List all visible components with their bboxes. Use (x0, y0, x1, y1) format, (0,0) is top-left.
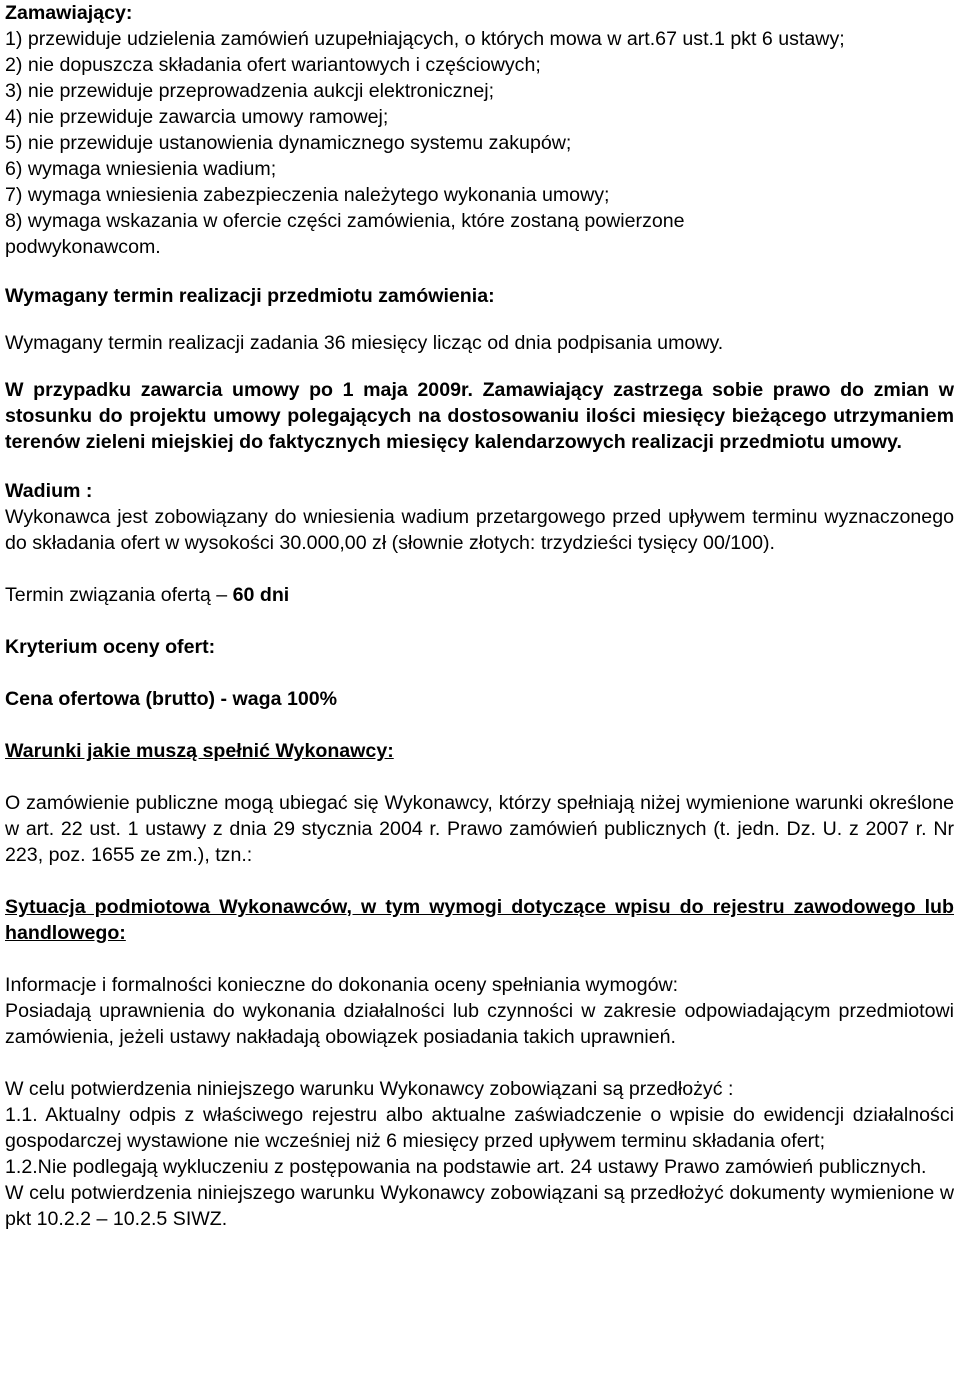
list-item: 2) nie dopuszcza składania ofert wariantowych i częściowych; (5, 54, 541, 76)
zamawiajacy-list (5, 26, 954, 260)
cel-potwierdzenia-2: W celu potwierdzenia niniejszego warunku Wykonawcy zobowiązani są przedłożyć dokumenty wymienione w pkt 10.2.2 – 10.2.5 SIWZ. (5, 1182, 954, 1230)
punkt-1-2: 1.2.Nie podlegają wykluczeniu z postępowania na podstawie art. 24 ustawy Prawo zamówień publicznych. (5, 1156, 927, 1178)
list-item: 4) nie przewiduje zawarcia umowy ramowej; (5, 106, 389, 128)
cel-potwierdzenia-1: W celu potwierdzenia niniejszego warunku Wykonawcy zobowiązani są przedłożyć : (5, 1078, 734, 1100)
termin-zwiazania (5, 582, 954, 608)
list-item: 3) nie przewiduje przeprowadzenia aukcji elektronicznej; (5, 80, 495, 102)
sytuacja-heading: Sytuacja podmiotowa Wykonawców, w tym wymogi dotyczące wpisu do rejestru zawodowego lub handlowego: (5, 896, 954, 944)
termin-note: W przypadku zawarcia umowy po 1 maja 2009r. Zamawiający zastrzega sobie prawo do zmian w stosunku do projektu umowy polegających na dostosowaniu ilości miesięcy bieżącego utrzymaniem terenów zieleni miejskiej do faktycznych miesięcy kalendarzowych realizacji przedmiotu umowy. (5, 379, 954, 453)
kryterium-heading: Kryterium oceny ofert: (5, 636, 216, 658)
punkt-1-1: 1.1. Aktualny odpis z właściwego rejestru albo aktualne zaświadczenie o wpisie do ewidencji działalności gospodarczej wystawione nie wcześniej niż 6 miesięcy przed upływem terminu składania ofert; (5, 1104, 954, 1152)
kryterium-value: Cena ofertowa (brutto) - waga 100% (5, 688, 338, 710)
zamawiajacy-heading: Zamawiający: (5, 2, 133, 24)
sytuacja-info: Informacje i formalności konieczne do dokonania oceny spełniania wymogów: (5, 974, 679, 996)
list-item: 8) wymaga wskazania w ofercie części zamówienia, które zostaną powierzone podwykonawcom. (5, 210, 685, 258)
list-item: 5) nie przewiduje ustanowienia dynamicznego systemu zakupów; (5, 132, 572, 154)
list-item: 7) wymaga wniesienia zabezpieczenia należytego wykonania umowy; (5, 184, 610, 206)
list-item: 1) przewiduje udzielenia zamówień uzupełniających, o których mowa w art.67 ust.1 pkt 6 ustawy; (5, 28, 845, 50)
termin-zwiazania-value: 60 dni (232, 584, 290, 606)
warunki-heading: Warunki jakie muszą spełnić Wykonawcy: (5, 740, 394, 762)
sytuacja-posiadaja: Posiadają uprawnienia do wykonania działalności lub czynności w zakresie odpowiadającym przedmiotowi zamówienia, jeżeli ustawy nakładają obowiązek posiadania takich uprawnień. (5, 1000, 954, 1048)
termin-zwiazania-label: Termin związania ofertą (5, 584, 211, 606)
termin-heading: Wymagany termin realizacji przedmiotu zamówienia: (5, 285, 495, 307)
termin-text: Wymagany termin realizacji zadania 36 miesięcy licząc od dnia podpisania umowy. (5, 332, 724, 354)
warunki-text: O zamówienie publiczne mogą ubiegać się Wykonawcy, którzy spełniają niżej wymienione warunki określone w art. 22 ust. 1 ustawy z dnia 29 stycznia 2004 r. Prawo zamówień publicznych (t. jedn. Dz. U. z 2007 r. Nr 223, poz. 1655 ze zm.), tzn.: (5, 792, 954, 866)
wadium-heading: Wadium : (5, 480, 93, 502)
dash: – (210, 584, 233, 606)
list-item: 6) wymaga wniesienia wadium; (5, 158, 277, 180)
wadium-text: Wykonawca jest zobowiązany do wniesienia wadium przetargowego przed upływem terminu wyznaczonego do składania ofert w wysokości 30.000,00 zł (słownie złotych: trzydzieści tysięcy 00/100). (5, 506, 954, 554)
